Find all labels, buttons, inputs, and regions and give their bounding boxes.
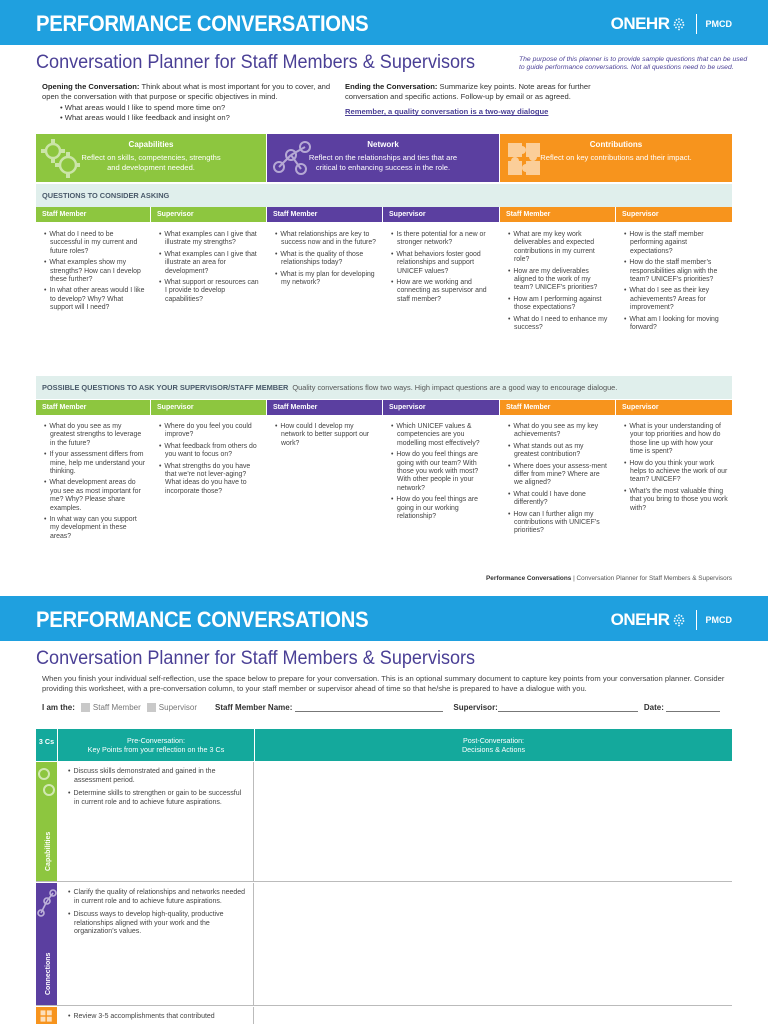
question-column bbox=[622, 423, 728, 516]
opening-label: Opening the Conversation: bbox=[42, 82, 140, 91]
section-note: Quality conversations flow two ways. High impact questions are a good way to encourage dialogue. bbox=[292, 383, 618, 392]
col-head-staff: Staff Member bbox=[36, 400, 150, 415]
col-head-staff: Staff Member bbox=[36, 207, 150, 222]
question-item: • What do I need to be successful in my current and future roles? bbox=[42, 231, 146, 256]
iam-label: I am the: bbox=[42, 703, 75, 712]
network-nodes-icon bbox=[36, 885, 57, 925]
page-title: PERFORMANCE CONVERSATIONS bbox=[36, 11, 369, 36]
supervisor-field[interactable] bbox=[498, 703, 638, 712]
ending-section bbox=[345, 82, 635, 117]
network-title: Network bbox=[367, 140, 399, 149]
staff-member-checkbox[interactable] bbox=[81, 703, 90, 712]
supervisor-checkbox[interactable] bbox=[147, 703, 156, 712]
network-desc: Reflect on the relationships and ties that are critical to enhancing success in the role. bbox=[308, 153, 458, 172]
contributions-title: Contributions bbox=[589, 140, 643, 149]
col-head-supervisor: Supervisor bbox=[383, 400, 499, 415]
logo-unit: PMCD bbox=[705, 615, 732, 625]
question-item: • What examples show my strengths? How can I develop these further? bbox=[42, 259, 146, 284]
page-footer bbox=[486, 575, 732, 582]
globe-dots-icon bbox=[672, 17, 686, 31]
ending-text: Summarize key points. Note areas for further conversation and specific actions. Follow-up by email or as agreed. bbox=[345, 82, 591, 101]
post-title: Post-Conversation: bbox=[462, 736, 525, 745]
capabilities-tab bbox=[36, 762, 57, 881]
ending-label: Ending the Conversation: bbox=[345, 82, 438, 91]
logo-separator bbox=[696, 14, 697, 34]
question-column bbox=[389, 423, 493, 524]
col-head-staff: Staff Member bbox=[267, 400, 382, 415]
col-head-supervisor: Supervisor bbox=[383, 207, 499, 222]
col-head-supervisor: Supervisor bbox=[616, 400, 732, 415]
section-title: POSSIBLE QUESTIONS TO ASK YOUR SUPERVISOR/STAFF MEMBER bbox=[42, 383, 289, 392]
staff-name-field[interactable] bbox=[295, 703, 443, 712]
post-conversation-cell[interactable] bbox=[256, 883, 732, 1005]
question-item: • How can I further align my contributions with UNICEF’s priorities? bbox=[506, 511, 610, 536]
planner-page-2 bbox=[0, 592, 768, 1024]
page-title: PERFORMANCE CONVERSATIONS bbox=[36, 607, 369, 632]
col-head-supervisor: Supervisor bbox=[151, 207, 266, 222]
question-item: • How could I develop my network to better support our work? bbox=[273, 423, 377, 448]
question-item: • How am I performing against those expectations? bbox=[506, 296, 610, 313]
question-item: • What examples can I give that illustrate an area for development? bbox=[157, 251, 261, 276]
capabilities-box bbox=[36, 134, 266, 182]
opening-bullet: • What areas would I like to spend more time on? bbox=[60, 103, 226, 113]
question-item: • What is my plan for developing my network? bbox=[273, 271, 377, 288]
question-item: • How is the staff member performing against expectations? bbox=[622, 231, 728, 256]
question-item: • How are my deliverables aligned to the work of my team? UNICEF’s priorities? bbox=[506, 268, 610, 293]
question-column bbox=[622, 231, 728, 335]
col-head-3cs: 3 Cs bbox=[36, 729, 57, 761]
identity-row bbox=[42, 703, 732, 712]
question-item: • What is your understanding of your top priorities and how do those line up with how your time is spent? bbox=[622, 423, 728, 457]
question-item: • How are we working and connecting as supervisor and staff member? bbox=[389, 279, 493, 304]
question-item: • What feedback from others do you want to focus on? bbox=[157, 443, 261, 460]
question-item: • In what other areas would I like to develop? Why? What support will I need? bbox=[42, 287, 146, 312]
page-subtitle: Conversation Planner for Staff Members & Supervisors bbox=[36, 52, 476, 73]
question-column bbox=[42, 423, 146, 544]
section-questions-to-consider bbox=[36, 184, 732, 207]
post-conversation-cell[interactable] bbox=[256, 762, 732, 881]
question-column bbox=[506, 231, 610, 335]
staff-name-label: Staff Member Name: bbox=[215, 703, 293, 712]
footer-separator: | bbox=[573, 575, 575, 582]
question-item: • What examples can I give that illustrate my strengths? bbox=[157, 231, 261, 248]
staff-member-option: Staff Member bbox=[92, 703, 141, 712]
capabilities-title: Capabilities bbox=[128, 140, 174, 149]
question-item: • What relationships are key to success now and in the future? bbox=[273, 231, 377, 248]
row-label: Capabilities bbox=[45, 831, 52, 871]
question-item: • What do you see as my key achievements? bbox=[506, 423, 610, 440]
date-label: Date: bbox=[643, 703, 664, 712]
puzzle-pieces-icon bbox=[38, 1009, 55, 1023]
network-box bbox=[267, 134, 499, 182]
question-column bbox=[157, 423, 261, 499]
list-item: • Discuss skills demonstrated and gained in the assessment period. bbox=[66, 768, 247, 785]
col-head-pre-conversation bbox=[58, 729, 254, 761]
question-item: • What do I need to enhance my success? bbox=[506, 316, 610, 333]
list-item: • Clarify the quality of relationships and networks needed in current role and to achieve future aspirations. bbox=[66, 889, 247, 906]
pre-title: Pre-Conversation: bbox=[127, 736, 185, 745]
question-item: • What behaviors foster good relationships and support UNICEF values? bbox=[389, 251, 493, 276]
question-item: • What support or resources can I provide to develop capabilities? bbox=[157, 279, 261, 304]
list-item: • Determine skills to strengthen or gain to be successful in current role and to achieve future aspirations. bbox=[66, 790, 247, 807]
question-item: • What am I looking for moving forward? bbox=[622, 316, 728, 333]
col-head-post-conversation bbox=[255, 729, 732, 761]
question-item: • How do the staff member’s responsibilities align with the team? UNICEF’s priorities? bbox=[622, 259, 728, 284]
pre-sub: Key Points from your reflection on the 3 Cs bbox=[87, 745, 225, 754]
logo-unit: PMCD bbox=[705, 19, 732, 29]
question-column bbox=[273, 423, 377, 451]
list-item: • Discuss ways to develop high-quality, productive relationships aligned with your work and the organization’s values. bbox=[66, 911, 247, 937]
supervisor-label: Supervisor: bbox=[453, 703, 498, 712]
purpose-note: The purpose of this planner is to provide sample questions that can be used to guide performance conversations. Not all questions need to be used. bbox=[519, 56, 748, 71]
question-item: • What do I see as their key achievements? Areas for improvement? bbox=[622, 287, 728, 312]
col-head-supervisor: Supervisor bbox=[151, 400, 266, 415]
question-column bbox=[273, 231, 377, 290]
date-field[interactable] bbox=[666, 703, 720, 712]
question-column bbox=[42, 231, 146, 316]
pre-conversation-cell bbox=[58, 883, 254, 1005]
pre-conversation-cell bbox=[58, 1007, 254, 1024]
question-column bbox=[157, 231, 261, 307]
contributions-box bbox=[500, 134, 732, 182]
logo-text: ONEHR bbox=[610, 610, 670, 629]
question-item: • In what way can you support my development in these areas? bbox=[42, 516, 146, 541]
question-item: • What stands out as my greatest contribution? bbox=[506, 443, 610, 460]
list-item: • Review 3-5 accomplishments that contributed bbox=[66, 1013, 247, 1022]
header-banner bbox=[0, 0, 768, 45]
opening-bullet: • What areas would I like feedback and insight on? bbox=[60, 112, 230, 122]
capabilities-desc: Reflect on skills, competencies, strengths and development needed. bbox=[81, 153, 221, 172]
question-item: • Where do you feel you could improve? bbox=[157, 423, 261, 440]
question-column bbox=[389, 231, 493, 307]
section-possible-questions bbox=[36, 376, 732, 399]
question-item: • How do you feel things are going in our working relationship? bbox=[389, 496, 493, 521]
supervisor-option: Supervisor bbox=[158, 703, 198, 712]
worksheet-intro: When you finish your individual self-reflection, use the space below to prepare for your conversation. This is an optional summary document to capture key points from your conversation planner. Consider providing this worksheet, with a pre-conversation column, to your staff member or supervisor ahead of time so that he/she is prepared to have a dialogue with you. bbox=[42, 674, 725, 693]
question-column bbox=[506, 423, 610, 539]
pre-conversation-cell bbox=[58, 762, 254, 881]
question-item: • What are my key work deliverables and expected contributions in my current role? bbox=[506, 231, 610, 265]
footer-text: Conversation Planner for Staff Members & Supervisors bbox=[576, 575, 732, 582]
question-item: • What could I have done differently? bbox=[506, 491, 610, 508]
logo-separator bbox=[696, 610, 697, 630]
col-head-staff: Staff Member bbox=[500, 400, 615, 415]
question-item: • What do you see as my greatest strengths to leverage in the future? bbox=[42, 423, 146, 448]
table-row bbox=[36, 883, 732, 1006]
table-row bbox=[36, 762, 732, 882]
row-label: Connections bbox=[45, 952, 52, 995]
question-item: • How do you feel things are going with our team? With those you work with most? With other people in your network? bbox=[389, 451, 493, 493]
opening-text: Think about what is most important for you to cover, and open the conversation with that purpose or specific objectives in mind. bbox=[42, 82, 331, 101]
post-sub: Decisions & Actions bbox=[461, 745, 526, 754]
onehr-logo bbox=[611, 14, 732, 34]
connections-tab bbox=[36, 883, 57, 1005]
col-head-staff: Staff Member bbox=[267, 207, 382, 222]
logo-text: ONEHR bbox=[610, 14, 670, 33]
question-item: • Is there potential for a new or stronger network? bbox=[389, 231, 493, 248]
question-item: • How do you think your work helps to achieve the work of our team? UNICEF? bbox=[622, 460, 728, 485]
question-item: • What is the quality of those relationships today? bbox=[273, 251, 377, 268]
section-title: QUESTIONS TO CONSIDER ASKING bbox=[42, 191, 170, 200]
question-item: • If your assessment differs from mine, help me understand your thinking. bbox=[42, 451, 146, 476]
question-item: • Which UNICEF values & competencies are you modelling most effectively? bbox=[389, 423, 493, 448]
footer-bold: Performance Conversations bbox=[486, 575, 572, 582]
col-head-supervisor: Supervisor bbox=[616, 207, 732, 222]
table-row bbox=[36, 1007, 732, 1024]
onehr-logo bbox=[611, 610, 732, 630]
question-item: • What development areas do you see as most important for me? Why? Please share examples. bbox=[42, 479, 146, 513]
question-item: • Where does your assess-ment differ from mine? Where are we aligned? bbox=[506, 463, 610, 488]
question-item: • What’s the most valuable thing that you bring to those you work with? bbox=[622, 488, 728, 513]
globe-dots-icon bbox=[672, 613, 686, 627]
col-head-staff: Staff Member bbox=[500, 207, 615, 222]
gears-icon bbox=[36, 764, 57, 804]
page-subtitle: Conversation Planner for Staff Members & Supervisors bbox=[36, 648, 476, 669]
opening-section bbox=[42, 82, 332, 122]
header-banner bbox=[0, 596, 768, 641]
contributions-desc: Reflect on key contributions and their impact. bbox=[540, 153, 692, 162]
contributions-tab bbox=[36, 1007, 57, 1024]
question-item: • What strengths do you have that we’re not lever-aging? What ideas do you have to incorporate those? bbox=[157, 463, 261, 497]
two-way-reminder: Remember, a quality conversation is a two-way dialogue bbox=[345, 107, 549, 117]
